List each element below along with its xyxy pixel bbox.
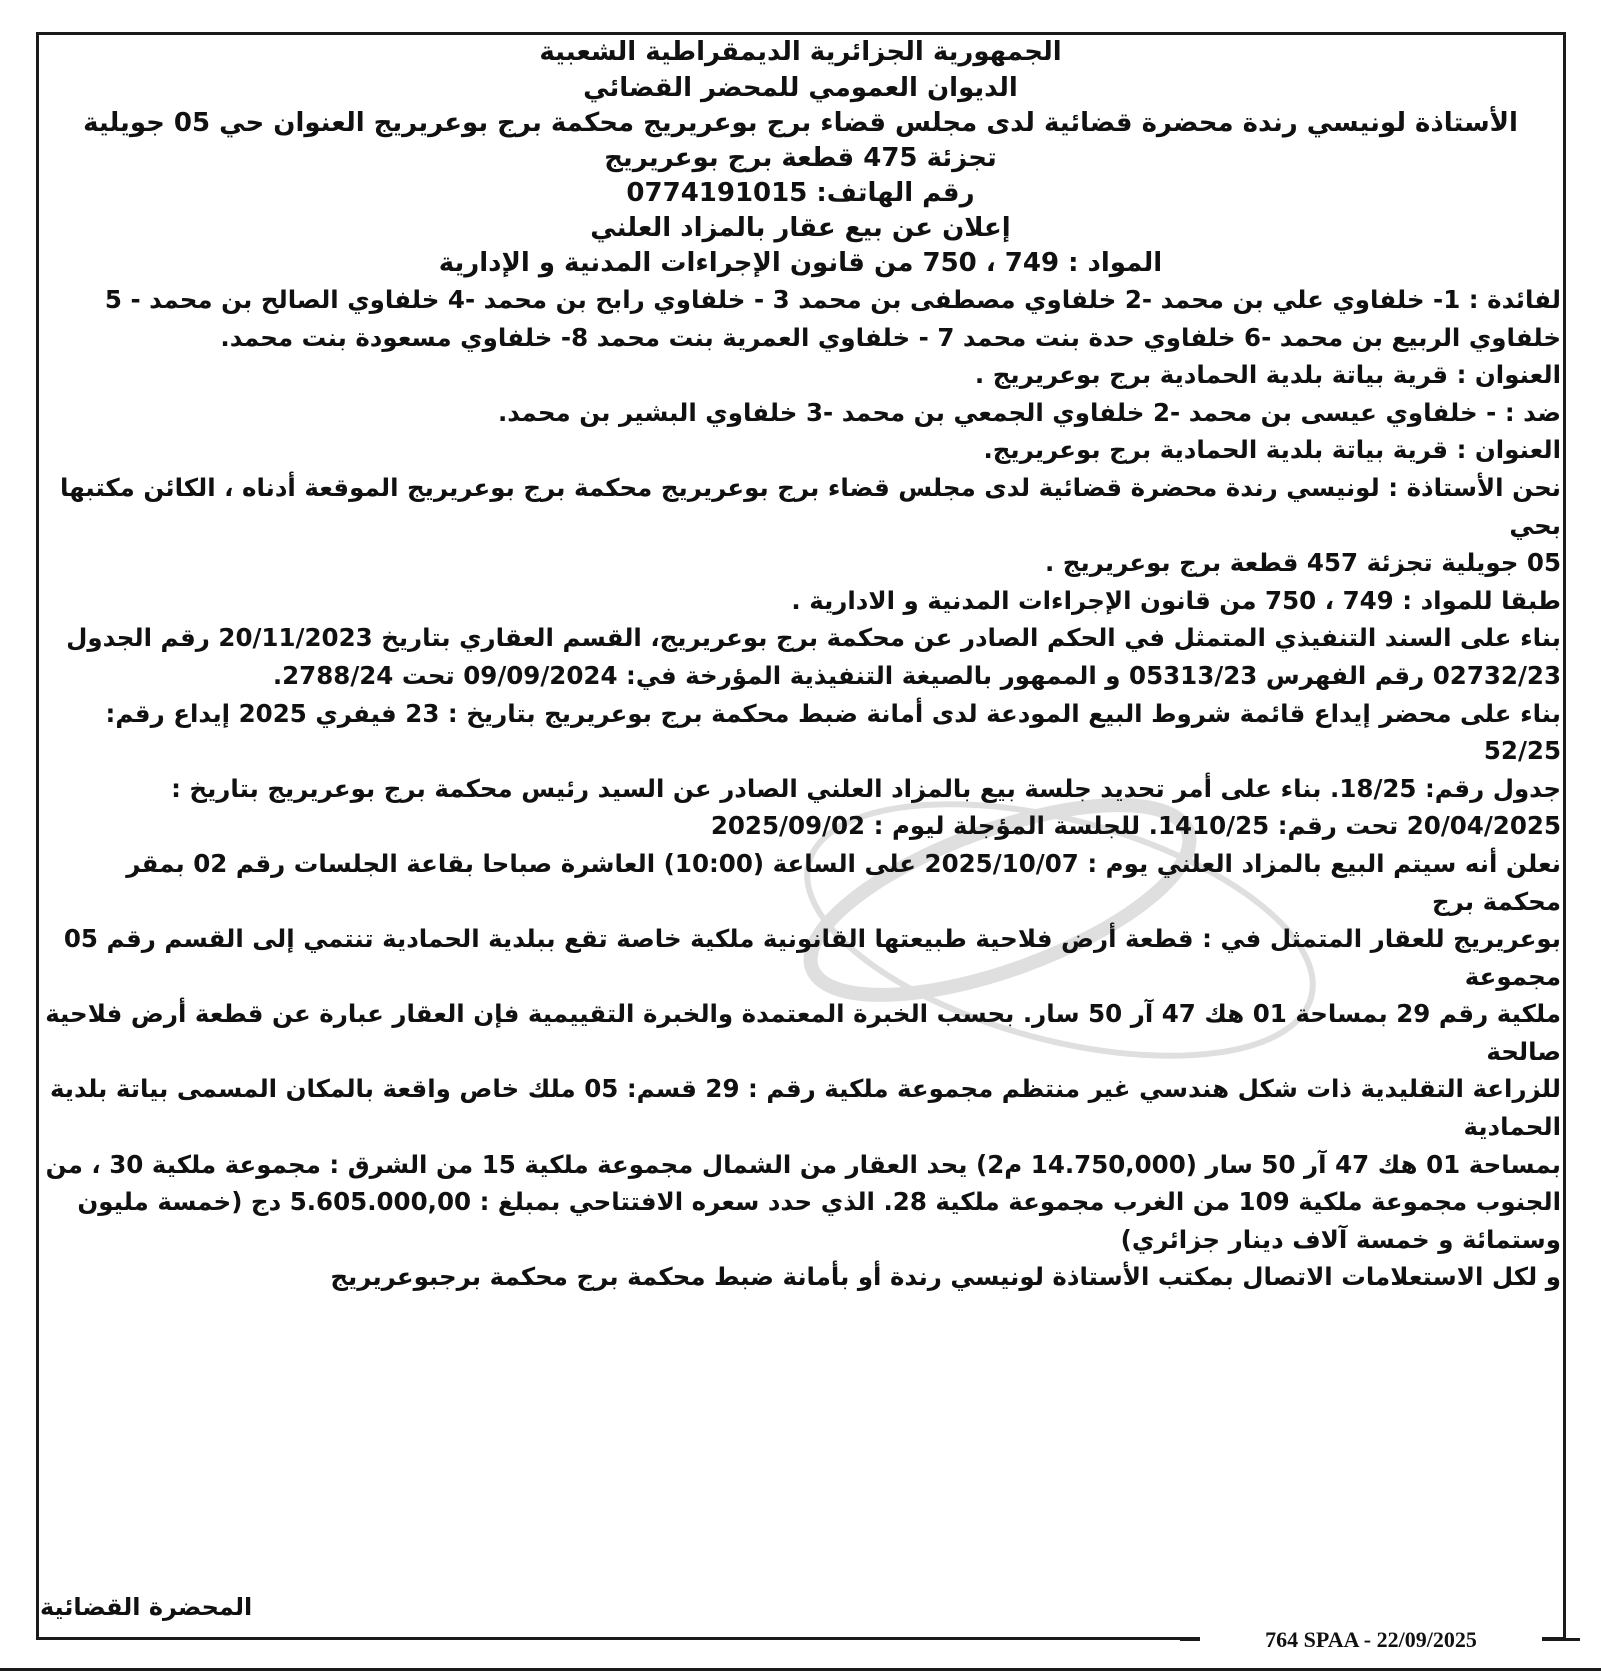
- legal-articles: المواد : 749 ، 750 من قانون الإجراءات المدنية و الإدارية: [438, 248, 1163, 278]
- auction-notice: [40, 34, 1561, 1296]
- property-description: بوعريريج للعقار المتمثل في : قطعة أرض فلاحية طبيعتها القانونية ملكية خاصة تقع ببلدية الحمادية تنتمي إلى القسم رقم 05 مجموعة: [63, 924, 1561, 991]
- bailiff-statement: نحن الأستاذة : لونيسي رندة محضرة قضائية لدى مجلس قضاء برج بوعريريج محكمة برج بوعريريج الموقعة أدناه ، الكائن مكتبها بحي: [60, 472, 1561, 540]
- contact-info: و لكل الاستعلامات الاتصال بمكتب الأستاذة لونيسي رندة أو بأمانة ضبط محكمة برج محكمة برجبوعريريج: [330, 1262, 1561, 1292]
- signature-title: المحضرة القضائية: [40, 1593, 253, 1621]
- phone-number: رقم الهاتف: 0774191015: [626, 178, 975, 208]
- republic-heading: الجمهورية الجزائرية الديمقراطية الشعبية: [539, 37, 1062, 67]
- conditions-deposit: بناء على محضر إيداع قائمة شروط البيع المودعة لدى أمانة ضبط محكمة برج بوعريريج بتاريخ : 23 فيفري 2025 إيداع رقم: 52/25: [105, 698, 1561, 766]
- postponed-hearing: 20/04/2025 تحت رقم: 1410/25. للجلسة المؤجلة ليوم : 2025/09/02: [710, 811, 1561, 841]
- legal-basis: طبقا للمواد : 749 ، 750 من قانون الإجراءات المدنية و الادارية .: [791, 585, 1561, 615]
- beneficiaries-address: العنوان : قرية بياتة بلدية الحمادية برج بوعريريج .: [974, 360, 1561, 390]
- sale-announcement: نعلن أنه سيتم البيع بالمزاد العلني يوم : 2025/10/07 على الساعة (10:00) العاشرة صباحا بقاعة الجلسات رقم 02 بمقر محكمة برج: [126, 848, 1561, 916]
- defendants-paragraph: ضد : - خلفاوي عيسى بن محمد -2 خلفاوي الجمعي بن محمد -3 خلفاوي البشير بن محمد.: [497, 397, 1561, 427]
- bailiff-office-address: 05 جويلية تجزئة 457 قطعة برج بوعريريج .: [1044, 548, 1561, 578]
- bailiff-address-line-2: تجزئة 475 قطعة برج بوعريريج: [604, 143, 997, 173]
- announcement-title: إعلان عن بيع عقار بالمزاد العلني: [590, 213, 1011, 243]
- hearing-order: جدول رقم: 18/25. بناء على أمر تحديد جلسة بيع بالمزاد العلني الصادر عن السيد رئيس محكمة برج بوعريريج بتاريخ :: [171, 773, 1561, 803]
- property-boundaries: بمساحة 01 هك 47 آر 50 سار (14.750,000 م2) يحد العقار من الشمال مجموعة ملكية 15 من الشرق : مجموعة ملكية 30 ، من: [45, 1149, 1561, 1179]
- property-area: ملكية رقم 29 بمساحة 01 هك 47 آر 50 سار. بحسب الخبرة المعتمدة والخبرة التقييمية فإن العقار عبارة عن قطعة أرض فلاحية صالحة: [45, 999, 1561, 1066]
- opening-price: الجنوب مجموعة ملكية 109 من الغرب مجموعة ملكية 28. الذي حدد سعره الافتتاحي بمبلغ : 5.605.000,00 دج (خمسة مليون وستمائة و خمسة آلاف دينار جزائري): [77, 1187, 1561, 1254]
- bottom-rule: [0, 1668, 1601, 1671]
- publication-reference: 764 SPAA - 22/09/2025: [1200, 1625, 1542, 1655]
- office-heading: الديوان العمومي للمحضر القضائي: [583, 73, 1018, 103]
- property-type: للزراعة التقليدية ذات شكل هندسي غير منتظم مجموعة ملكية رقم : 29 قسم: 05 ملك خاص واقعة بالمكان المسمى بياتة بلدية الحمادية: [49, 1074, 1561, 1142]
- defendants-address: العنوان : قرية بياتة بلدية الحمادية برج بوعريريج.: [983, 435, 1561, 465]
- enforcement-title: بناء على السند التنفيذي المتمثل في الحكم الصادر عن محكمة برج بوعريريج، القسم العقاري بتاريخ 20/11/2023 رقم الجدول 02732/23 رقم الفهرس 05313/23 و الممهور بالصيغة التنفيذية المؤرخة في: 09/09/2024 تحت 2788/24.: [66, 623, 1561, 690]
- beneficiaries-paragraph: لفائدة : 1- خلفاوي علي بن محمد -2 خلفاوي مصطفى بن محمد 3 - خلفاوي رابح بن محمد -4 خلفاوي الصالح بن محمد - 5 خلفاوي الربيع بن محمد -6 خلفاوي حدة بنت محمد 7 - خلفاوي العمرية بنت محمد 8- خلفاوي مسعودة بنت محمد.: [104, 285, 1561, 352]
- bailiff-address-line-1: الأستاذة لونيسي رندة محضرة قضائية لدى مجلس قضاء برج بوعريريج محكمة برج بوعريريج العنوان حي 05 جويلية: [83, 108, 1518, 138]
